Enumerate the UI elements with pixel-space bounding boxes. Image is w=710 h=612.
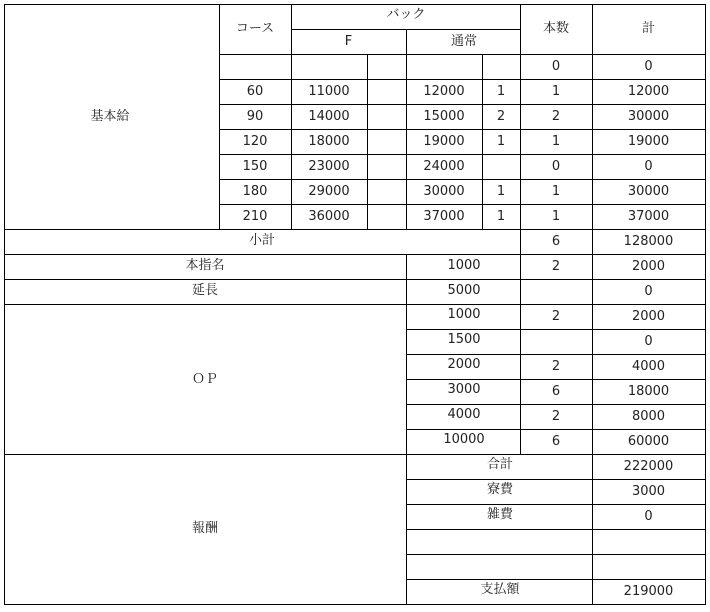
hoshu-item-label-cell-text: 寮費 (486, 482, 513, 497)
op-price-cell-text: 2000 (447, 357, 481, 372)
subtotal-total-cell-text: 128000 (623, 234, 674, 249)
kihonkyu-course-cell-text: 90 (246, 109, 264, 124)
op-count-cell-text: 2 (551, 359, 561, 374)
kihonkyu-normal-cell-text: 12000 (423, 84, 465, 99)
op-total-cell-text: 4000 (631, 359, 666, 374)
header-course-text: コース (235, 21, 275, 36)
kihonkyu-f-cell-text: 36000 (308, 209, 350, 224)
honshimei-count-cell-text: 2 (551, 259, 561, 274)
kihonkyu-f-cell (291, 54, 368, 80)
hoshu-item-label-cell-text: 合計 (486, 457, 513, 472)
op-total-cell-text: 0 (644, 334, 653, 349)
op-count-cell-text: 2 (551, 309, 561, 324)
kihonkyu-count-cell-text: 1 (551, 134, 561, 149)
kihonkyu-normal-note-cell-text: 1 (496, 84, 506, 99)
hoshu-item-value-cell-text: 219000 (623, 584, 674, 599)
header-f-text: F (344, 34, 353, 49)
kihonkyu-f-cell-text: 23000 (308, 159, 350, 174)
header-count-text: 本数 (542, 21, 569, 36)
kihonkyu-total-cell-text: 30000 (627, 109, 670, 124)
kihonkyu-count-cell-text: 0 (551, 59, 561, 74)
header-normal-text: 通常 (450, 34, 477, 49)
kihonkyu-course-cell-text: 180 (242, 184, 268, 199)
hoshu-item-value-cell-text: 3000 (631, 484, 666, 499)
header-total-text: 計 (641, 21, 655, 36)
hoshu-item-label-cell (406, 554, 593, 580)
op-count-cell-text: 6 (551, 434, 561, 449)
kihonkyu-normal-note-cell-text: 1 (496, 134, 506, 149)
kihonkyu-total-cell-text: 30000 (627, 184, 670, 199)
kihonkyu-f-cell-text: 11000 (308, 84, 350, 99)
op-price-cell-text: 3000 (447, 382, 481, 397)
op-price-cell-text: 10000 (443, 432, 485, 447)
encho-price-cell-text: 5000 (447, 283, 481, 298)
op-count-cell-text: 2 (551, 409, 561, 424)
kihonkyu-f-cell-text: 29000 (308, 184, 350, 199)
kihonkyu-total-cell-text: 12000 (627, 84, 670, 99)
subtotal-label-cell-text: 小計 (248, 233, 275, 248)
honshimei-label-cell-text: 本指名 (185, 258, 225, 273)
op-total-cell-text: 18000 (627, 384, 670, 399)
kihonkyu-count-cell-text: 0 (551, 159, 561, 174)
kihonkyu-course-cell-text: 210 (242, 209, 268, 224)
op-count-cell-text: 6 (551, 384, 561, 399)
kihonkyu-course-cell-text: 60 (246, 84, 264, 99)
kihonkyu-normal-note-cell-text: 1 (496, 184, 506, 199)
op-price-cell-text: 1000 (447, 307, 481, 322)
kihonkyu-normal-cell-text: 30000 (423, 184, 465, 199)
op-label-cell-text: ＯＰ (191, 372, 218, 387)
op-total-cell-text: 60000 (627, 434, 670, 449)
hoshu-item-label-cell-text: 支払額 (480, 582, 520, 597)
subtotal-count-cell-text: 6 (551, 234, 561, 249)
kihonkyu-total-cell-text: 19000 (627, 134, 670, 149)
encho-label-cell-text: 延長 (191, 283, 218, 298)
hoshu-item-label-cell (406, 529, 593, 555)
kihonkyu-course-cell-text: 150 (242, 159, 268, 174)
hoshu-item-value-cell (592, 554, 706, 580)
kihonkyu-count-cell-text: 1 (551, 184, 561, 199)
op-price-cell-text: 4000 (447, 407, 481, 422)
kihonkyu-normal-cell-text: 24000 (423, 159, 465, 174)
kihonkyu-f-cell-text: 18000 (308, 134, 350, 149)
hoshu-item-value-cell (592, 529, 706, 555)
hoshu-label-cell-text: 報酬 (191, 521, 218, 536)
kihonkyu-count-cell-text: 1 (551, 84, 561, 99)
kihonkyu-f-note-cell (367, 54, 407, 80)
kihonkyu-count-cell-text: 2 (551, 109, 561, 124)
op-total-cell-text: 8000 (631, 409, 666, 424)
kihonkyu-normal-cell-text: 37000 (423, 209, 465, 224)
kihonkyu-normal-cell-text: 15000 (423, 109, 465, 124)
kihonkyu-course-cell (219, 54, 292, 80)
honshimei-total-cell-text: 2000 (631, 259, 666, 274)
kihonkyu-normal-note-cell-text: 1 (496, 209, 506, 224)
kihonkyu-normal-note-cell-text: 2 (496, 109, 506, 124)
op-price-cell-text: 1500 (447, 332, 481, 347)
hoshu-item-value-cell-text: 0 (644, 509, 653, 524)
kihonkyu-normal-cell-text: 19000 (423, 134, 465, 149)
kihonkyu-f-cell-text: 14000 (308, 109, 350, 124)
kihonkyu-label-cell-text: 基本給 (90, 109, 130, 124)
op-total-cell-text: 2000 (631, 309, 666, 324)
kihonkyu-total-cell-text: 37000 (627, 209, 670, 224)
hoshu-item-label-cell-text: 雑費 (486, 507, 513, 522)
kihonkyu-total-cell-text: 0 (644, 159, 653, 174)
kihonkyu-count-cell-text: 1 (551, 209, 561, 224)
kihonkyu-total-cell-text: 0 (644, 59, 653, 74)
header-back-text: バック (386, 7, 426, 22)
kihonkyu-course-cell-text: 120 (242, 134, 268, 149)
encho-total-cell-text: 0 (644, 284, 653, 299)
honshimei-price-cell-text: 1000 (447, 258, 481, 273)
hoshu-item-value-cell-text: 222000 (623, 459, 674, 474)
